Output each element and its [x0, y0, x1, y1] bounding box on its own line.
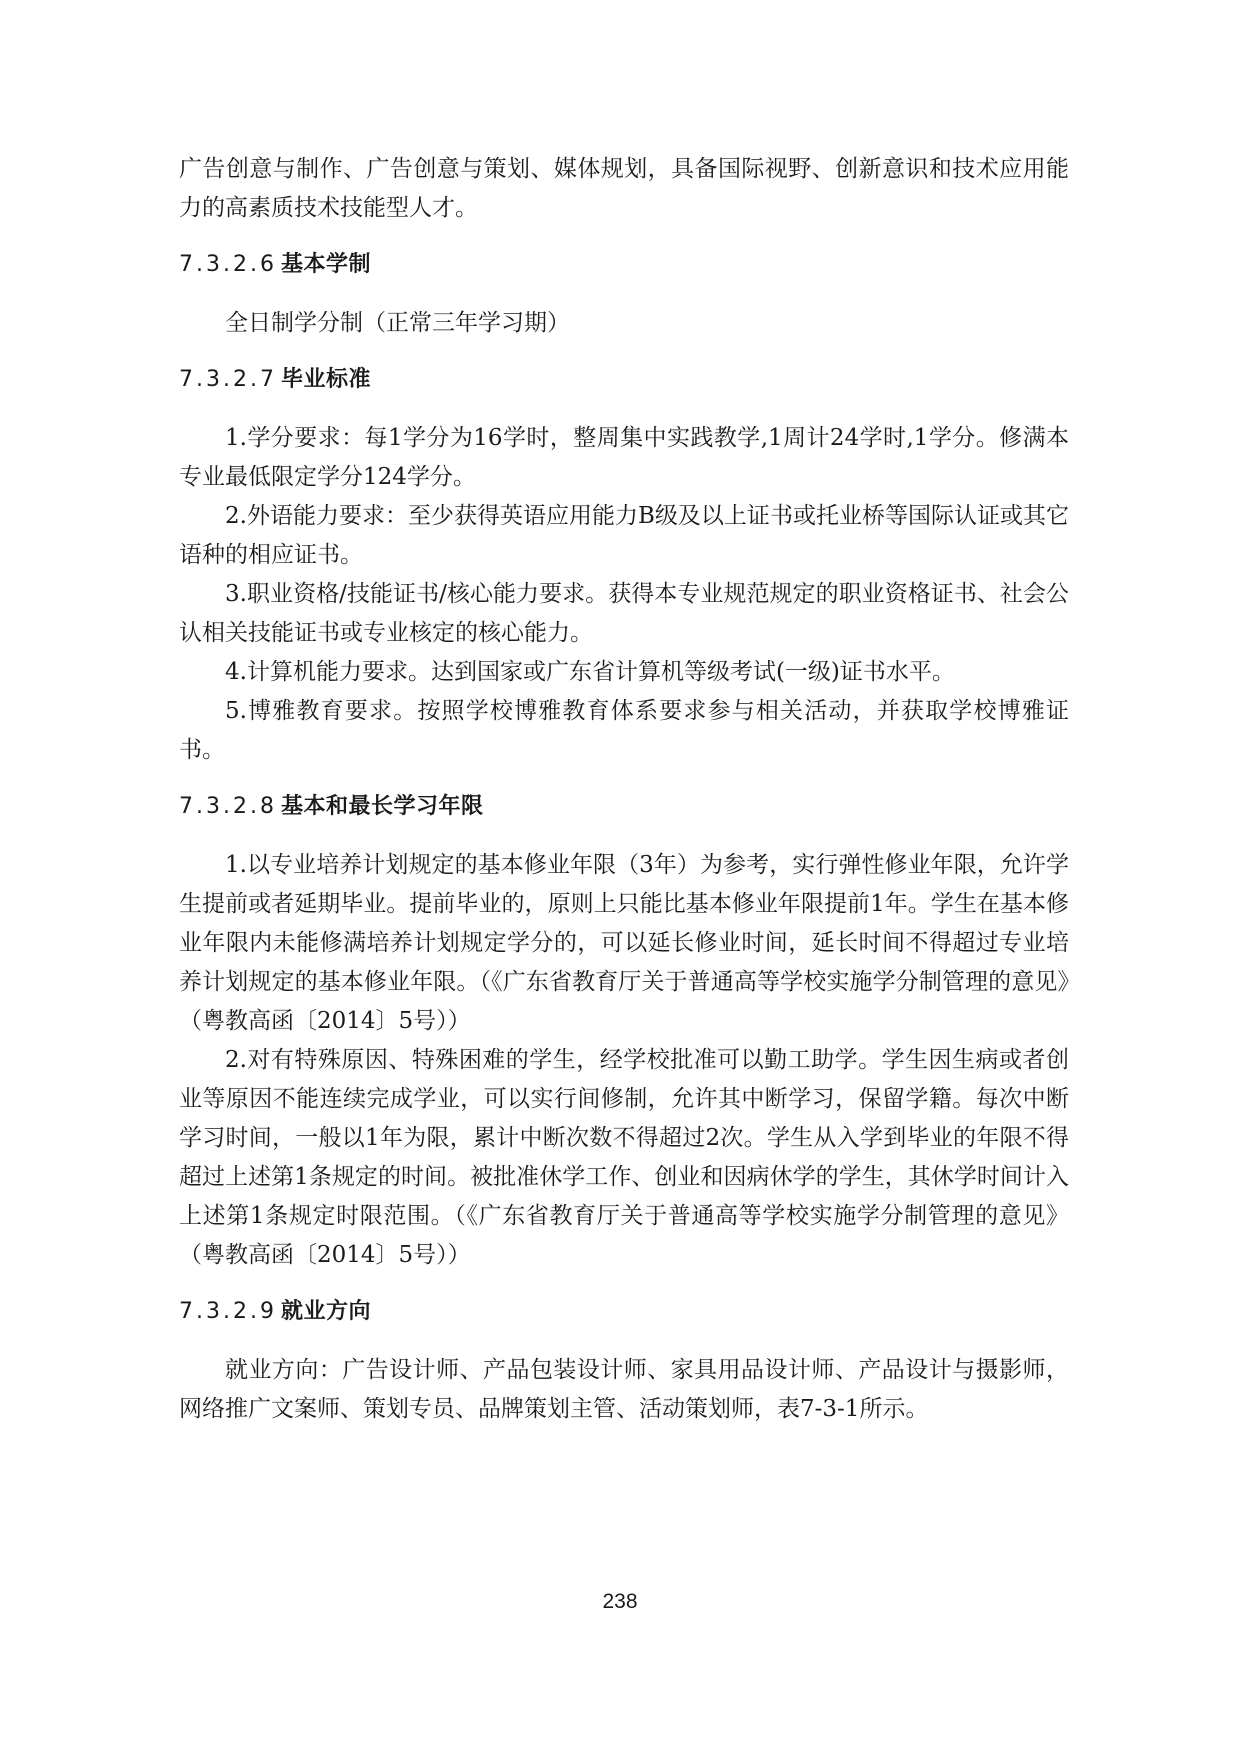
paragraph: 1.学分要求：每1学分为16学时，整周集中实践教学,1周计24学时,1学分。修满本专业最低限定学分124学分。 [179, 425, 1069, 490]
section-title: 就业方向 [281, 1299, 372, 1324]
paragraph: 就业方向：广告设计师、产品包装设计师、家具用品设计师、产品设计与摄影师，网络推广文案师、策划专员、品牌策划主管、活动策划师，表7-3-1所示。 [179, 1357, 1069, 1422]
section-heading-7-3-2-6 [179, 250, 1069, 280]
paragraph: 4.计算机能力要求。达到国家或广东省计算机等级考试(一级)证书水平。 [225, 659, 955, 685]
page-number: 238 [602, 1590, 638, 1613]
section-number: 7.3.2.9 [179, 1299, 277, 1324]
paragraph: 2.外语能力要求：至少获得英语应用能力B级及以上证书或托业桥等国际认证或其它语种的相应证书。 [179, 503, 1069, 568]
section-heading-7-3-2-8 [179, 792, 1069, 822]
page-content [179, 150, 1069, 1429]
continuation-paragraph: 广告创意与制作、广告创意与策划、媒体规划，具备国际视野、创新意识和技术应用能力的高素质技术技能型人才。 [179, 156, 1069, 221]
paragraph: 3.职业资格/技能证书/核心能力要求。获得本专业规范规定的职业资格证书、社会公认相关技能证书或专业核定的核心能力。 [179, 581, 1069, 646]
section-title: 毕业标准 [281, 367, 372, 392]
section-title: 基本和最长学习年限 [281, 794, 484, 819]
section-title: 基本学制 [281, 252, 372, 277]
section-number: 7.3.2.7 [179, 367, 277, 392]
paragraph: 全日制学分制（正常三年学习期） [225, 310, 570, 336]
section-heading-7-3-2-9 [179, 1297, 1069, 1327]
paragraph: 2.对有特殊原因、特殊困难的学生，经学校批准可以勤工助学。学生因生病或者创业等原因不能连续完成学业，可以实行间修制，允许其中断学习，保留学籍。每次中断学习时间，一般以1年为限，累计中断次数不得超过2次。学生从入学到毕业的年限不得超过上述第1条规定的时间。被批准休学工作、创业和因病休学的学生，其休学时间计入上述第1条规定时限范围。（《广东省教育厅关于普通高等学校实施学分制管理的意见》（粤教高函〔2014〕5号）） [179, 1047, 1069, 1268]
section-number: 7.3.2.8 [179, 794, 277, 819]
section-number: 7.3.2.6 [179, 252, 277, 277]
paragraph: 1.以专业培养计划规定的基本修业年限（3年）为参考，实行弹性修业年限，允许学生提前或者延期毕业。提前毕业的，原则上只能比基本修业年限提前1年。学生在基本修业年限内未能修满培养计划规定学分的，可以延长修业时间，延长时间不得超过专业培养计划规定的基本修业年限。（《广东省教育厅关于普通高等学校实施学分制管理的意见》（粤教高函〔2014〕5号）） [179, 852, 1069, 1034]
section-heading-7-3-2-7 [179, 365, 1069, 395]
paragraph: 5.博雅教育要求。按照学校博雅教育体系要求参与相关活动，并获取学校博雅证书。 [179, 698, 1069, 763]
